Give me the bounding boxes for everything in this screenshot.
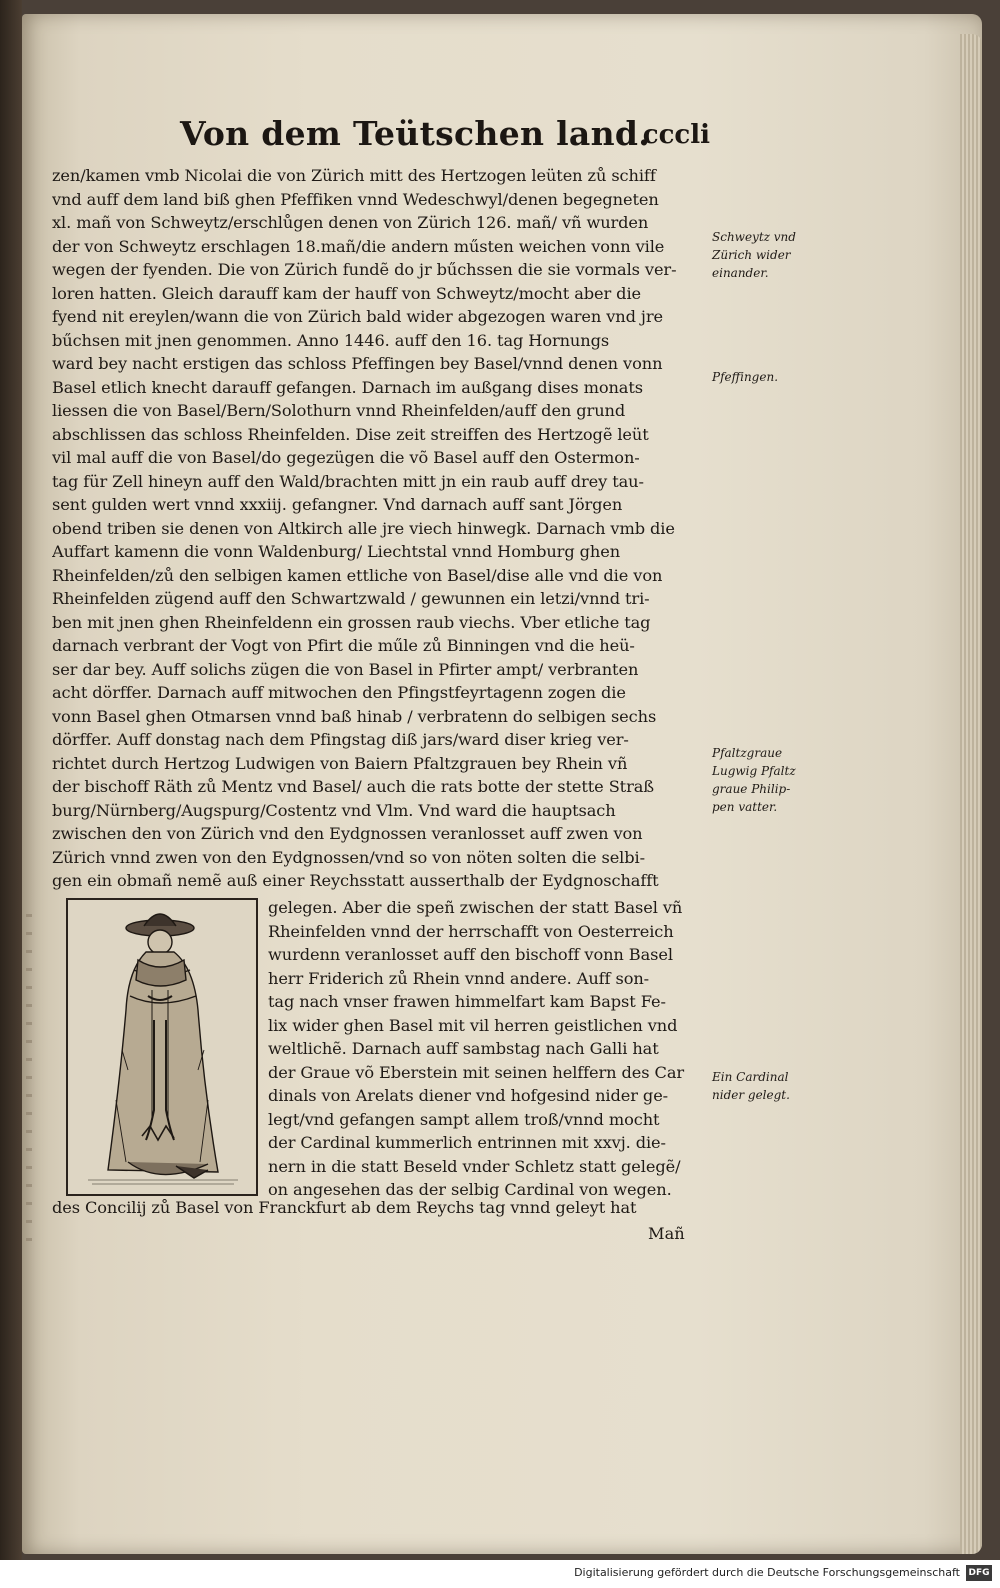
gutter-stitching bbox=[26, 914, 32, 1254]
dfg-logo: DFG bbox=[966, 1565, 992, 1581]
text-line: Rheinfelden/zů den selbigen kamen ettliche von Basel/dise alle vnd die von bbox=[52, 565, 663, 585]
text-line: tag für Zell hineyn auff den Wald/brachten mitt jn ein raub auff drey tau- bbox=[52, 471, 644, 491]
text-line: dörffer. Auff donstag nach dem Pfingstag diß jars/ward diser krieg ver- bbox=[52, 730, 629, 749]
text-line: wegen der fyenden. Die von Zürich fundẽ do jr bűchssen die sie vormals ver- bbox=[52, 260, 677, 279]
text-line: Auffart kamenn die vonn Waldenburg/ Liechtstal vnnd Homburg ghen bbox=[52, 542, 621, 561]
text-line: on angesehen das der selbig Cardinal von wegen. bbox=[268, 1180, 672, 1199]
text-line: weltlichẽ. Darnach auff sambstag nach Galli hat bbox=[268, 1039, 659, 1058]
digitization-footer bbox=[0, 1560, 1000, 1588]
text-line: wurdenn veranlosset auff den bischoff vonn Basel bbox=[268, 945, 673, 964]
text-line: loren hatten. Gleich darauff kam der hauff von Schweytz/mocht aber die bbox=[52, 283, 642, 303]
text-line: gelegen. Aber die speñ zwischen der statt Basel vñ bbox=[268, 898, 683, 917]
note-line: Zürich wider bbox=[712, 248, 791, 262]
text-line: ben mit jnen ghen Rheinfeldenn ein grossen raub viechs. Vber etliche tag bbox=[52, 612, 651, 632]
text-line: acht dörffer. Darnach auff mitwochen den Pfingstfeyrtagenn zogen die bbox=[52, 683, 626, 702]
note-line: Pfaltzgraue bbox=[712, 746, 783, 760]
facing-page-edge bbox=[0, 0, 22, 1560]
note-line: pen vatter. bbox=[712, 800, 778, 814]
page-title: Von dem Teütschen land. bbox=[180, 114, 651, 153]
note-line: Lugwig Pfaltz bbox=[712, 764, 796, 778]
text-line: Basel etlich knecht darauff gefangen. Darnach im außgang dises monats bbox=[52, 377, 643, 397]
text-line: abschlissen das schloss Rheinfelden. Dise zeit streiffen des Hertzogẽ leüt bbox=[52, 424, 649, 444]
text-line: liessen die von Basel/Bern/Solothurn vnnd Rheinfelden/auff den grund bbox=[52, 401, 626, 420]
text-line: nern in die statt Beseld vnder Schletz statt gelegẽ/ bbox=[268, 1156, 681, 1176]
margin-note-2 bbox=[712, 368, 778, 386]
margin-note-3 bbox=[712, 744, 796, 816]
note-line: einander. bbox=[712, 266, 769, 280]
catchword: Mañ bbox=[648, 1224, 685, 1243]
text-line: ward bey nacht erstigen das schloss Pfeffingen bey Basel/vnnd denen vonn bbox=[52, 354, 663, 373]
text-line: sent gulden wert vnnd xxxiij. gefangner. Vnd darnach auff sant Jörgen bbox=[52, 495, 623, 514]
text-line: dinals von Arelats diener vnd hofgesind nider ge- bbox=[268, 1086, 669, 1105]
cardinal-figure-woodcut bbox=[68, 900, 256, 1194]
text-line: burg/Nürnberg/Augspurg/Costentz vnd Vlm. Vnd ward die hauptsach bbox=[52, 800, 616, 820]
text-line: lix wider ghen Basel mit vil herren geistlichen vnd bbox=[268, 1015, 678, 1035]
running-header bbox=[180, 110, 710, 160]
text-line: vil mal auff die von Basel/do gegezügen die võ Basel auff den Ostermon- bbox=[52, 448, 640, 467]
text-line: des Concilij zů Basel von Franckfurt ab dem Reychs tag vnnd geleyt hat bbox=[52, 1198, 637, 1217]
text-line: ser dar bey. Auff solichs zügen die von Basel in Pfirter ampt/ verbranten bbox=[52, 659, 639, 679]
note-line: nider gelegt. bbox=[712, 1088, 790, 1102]
text-line: fyend nit ereylen/wann die von Zürich bald wider abgezogen waren vnd jre bbox=[52, 307, 663, 326]
note-line: Pfeffingen. bbox=[712, 370, 779, 384]
folio-number: cccli bbox=[642, 120, 710, 150]
text-line: obend triben sie denen von Altkirch alle jre viech hinwegk. Darnach vmb die bbox=[52, 518, 675, 538]
text-line: der Cardinal kummerlich entrinnen mit xxvj. die- bbox=[268, 1133, 666, 1152]
note-line: graue Philip- bbox=[712, 782, 791, 796]
text-line: darnach verbrant der Vogt von Pfirt die műle zů Binningen vnd die heü- bbox=[52, 636, 635, 655]
text-line: zwischen den von Zürich vnd den Eydgnossen veranlosset auff zwen von bbox=[52, 824, 643, 843]
text-beside-woodcut bbox=[268, 896, 712, 1202]
note-line: Ein Cardinal bbox=[712, 1070, 789, 1084]
text-line: Zürich vnnd zwen von den Eydgnossen/vnd so von nöten solten die selbi- bbox=[52, 847, 645, 867]
note-line: Schweytz vnd bbox=[712, 230, 796, 244]
text-line: gen ein obmañ nemẽ auß einer Reychsstatt ausserthalb der Eydgnoschafft bbox=[52, 871, 659, 890]
main-text-column bbox=[52, 164, 712, 893]
text-line: Rheinfelden vnnd der herrschafft von Oesterreich bbox=[268, 921, 674, 941]
page-edges bbox=[960, 34, 982, 1554]
text-line: legt/vnd gefangen sampt allem troß/vnnd mocht bbox=[268, 1109, 660, 1129]
text-line: der von Schweytz erschlagen 18.mañ/die andern műsten weichen vonn vile bbox=[52, 236, 665, 256]
text-line: vonn Basel ghen Otmarsen vnnd baß hinab / verbratenn do selbigen sechs bbox=[52, 706, 657, 726]
text-line: zen/kamen vmb Nicolai die von Zürich mitt des Hertzogen leüten zů schiff bbox=[52, 166, 656, 185]
margin-note-1 bbox=[712, 228, 796, 282]
text-line: xl. mañ von Schweytz/erschlůgen denen von Zürich 126. mañ/ vñ wurden bbox=[52, 213, 649, 232]
text-line: richtet durch Hertzog Ludwigen von Baiern Pfaltzgrauen bey Rhein vñ bbox=[52, 753, 628, 773]
text-line: tag nach vnser frawen himmelfart kam Bapst Fe- bbox=[268, 992, 666, 1011]
margin-note-4 bbox=[712, 1068, 790, 1104]
text-line: vnd auff dem land biß ghen Pfeffiken vnnd Wedeschwyl/denen begegneten bbox=[52, 189, 659, 209]
text-line: der Graue võ Eberstein mit seinen helffern des Car bbox=[268, 1062, 685, 1082]
text-line: der bischoff Räth zů Mentz vnd Basel/ auch die rats botte der stette Straß bbox=[52, 777, 654, 796]
text-line: herr Friderich zů Rhein vnnd andere. Auff son- bbox=[268, 968, 650, 988]
text-after-woodcut bbox=[52, 1196, 712, 1220]
text-line: bűchsen mit jnen genommen. Anno 1446. auff den 16. tag Hornungs bbox=[52, 330, 610, 350]
text-line: Rheinfelden zügend auff den Schwartzwald / gewunnen ein letzi/vnnd tri- bbox=[52, 589, 650, 608]
funding-credit: Digitalisierung gefördert durch die Deutsche Forschungsgemeinschaft bbox=[574, 1566, 960, 1579]
woodcut-illustration bbox=[66, 898, 258, 1196]
